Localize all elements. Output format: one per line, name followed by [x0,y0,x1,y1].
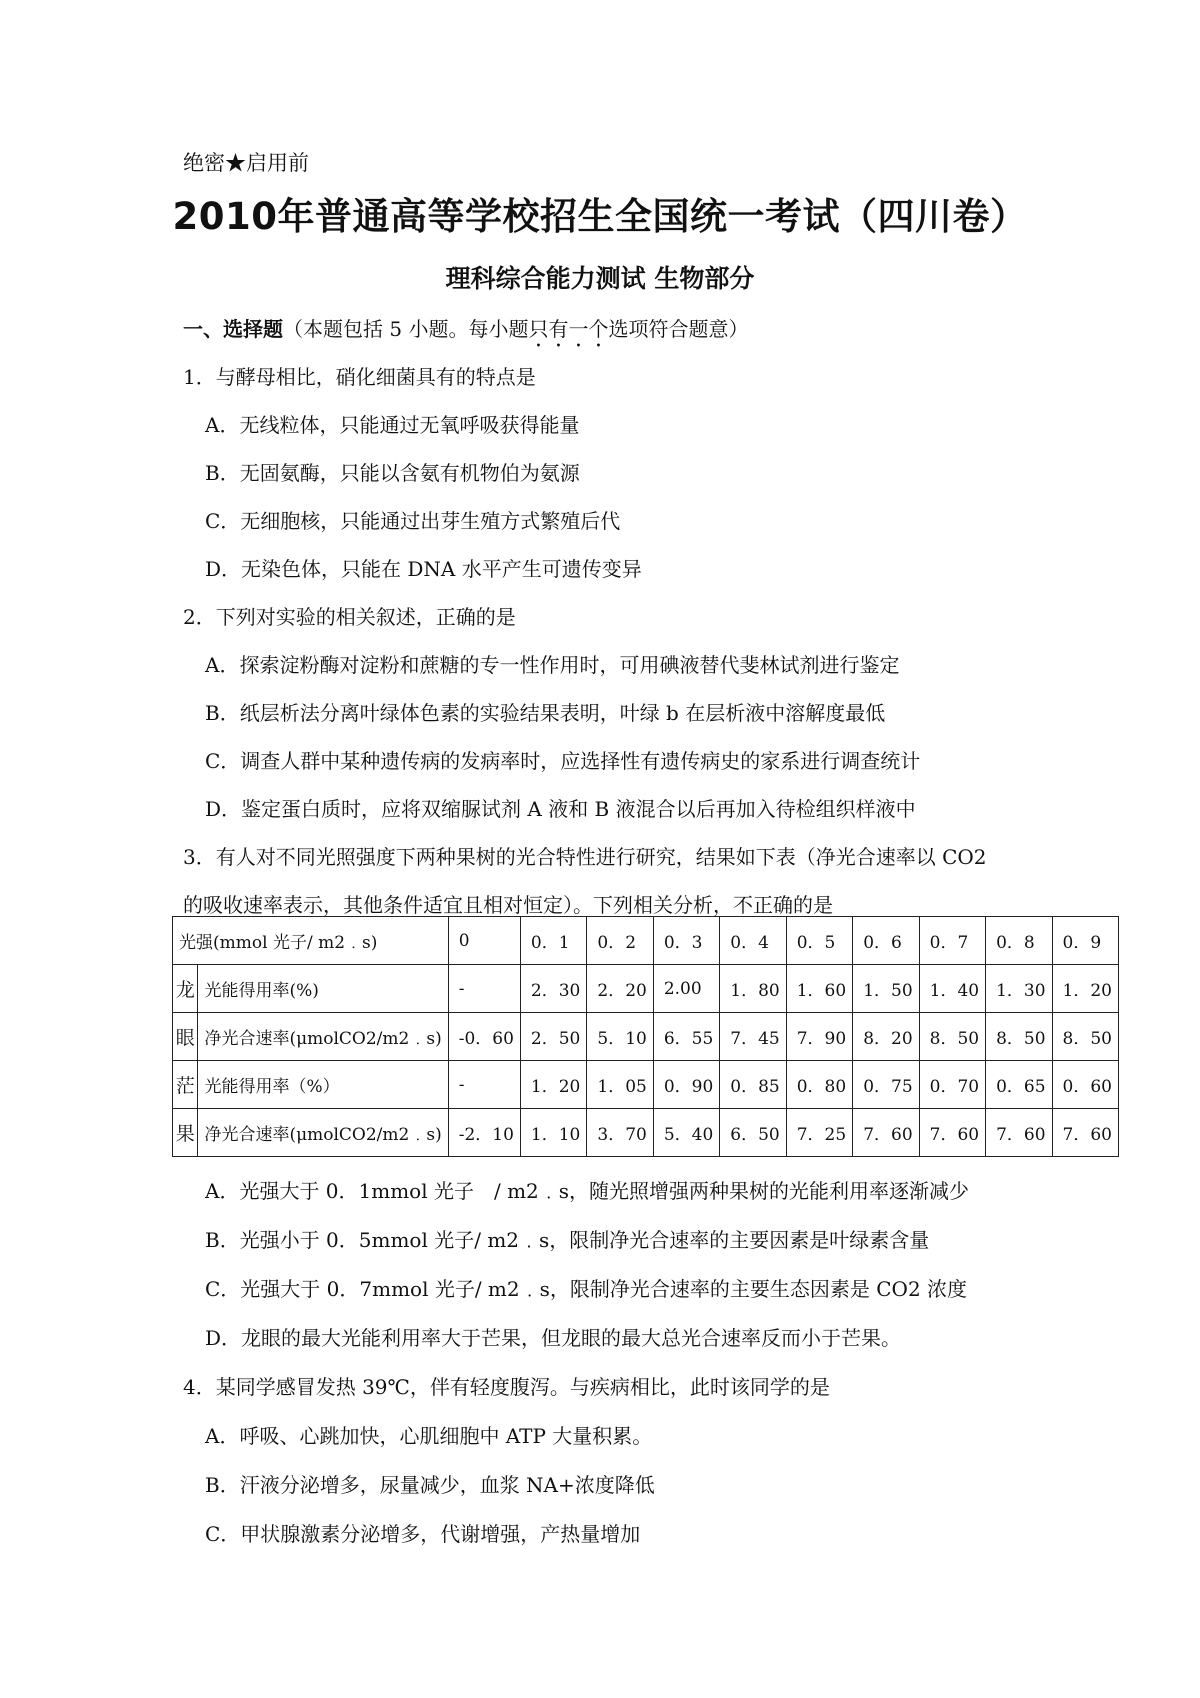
table-cell: 0．75 [853,1061,919,1109]
table-row [173,1061,1119,1109]
table-header-cell: 0．9 [1052,917,1118,965]
question-2-stem: 2．下列对实验的相关叙述，正确的是 [183,605,516,629]
table-header-cell: 0．5 [786,917,852,965]
table-cell: 7．90 [786,1013,852,1061]
table-cell: 8．50 [1052,1013,1118,1061]
section-note-emphasis: 只有一个 [528,317,609,341]
table-cell: 6．55 [653,1013,719,1061]
table-header-cell: 0．8 [986,917,1052,965]
question-3-option-c: C．光强大于 0．7mmol 光子/ m2﹒s，限制净光合速率的主要生态因素是 CO2 浓度 [205,1277,968,1301]
table-cell: 1．50 [853,965,919,1013]
table-cell: 0．85 [720,1061,786,1109]
table-cell: 2．30 [520,965,586,1013]
table-cell: 7．25 [786,1109,852,1157]
light-data-table [172,916,1119,1157]
table-header-cell: 0．4 [720,917,786,965]
question-2-option-b: B．纸层析法分离叶绿体色素的实验结果表明，叶绿 b 在层析液中溶解度最低 [205,701,886,725]
table-header-cell: 0．7 [919,917,985,965]
table-cell: 7．60 [1052,1109,1118,1157]
table-cell: 6．50 [720,1109,786,1157]
table-header-cell: 0．6 [853,917,919,965]
question-1-option-c: C．无细胞核，只能通过出芽生殖方式繁殖后代 [205,509,621,533]
table-row [173,965,1119,1013]
table-cell: 2．20 [587,965,653,1013]
question-2-option-a: A．探索淀粉酶对淀粉和蔗糖的专一性作用时，可用碘液替代斐林试剂进行鉴定 [205,653,900,677]
table-cell: - [448,965,520,1013]
table-cell: 0．80 [786,1061,852,1109]
row-label: 净光合速率(μmolCO2/m2﹒s) [198,1109,448,1157]
table-cell: 1．60 [786,965,852,1013]
table-cell: - [448,1061,520,1109]
question-3-option-d: D．龙眼的最大光能利用率大于芒果，但龙眼的最大总光合速率反而小于芒果。 [205,1326,902,1350]
table-cell: 1．05 [587,1061,653,1109]
table-cell: 0．65 [986,1061,1052,1109]
table-cell: 8．20 [853,1013,919,1061]
table-cell: 1．80 [720,965,786,1013]
table-header-label: 光强(mmol 光子/ m2﹒s) [173,917,449,965]
table-header-row [173,917,1119,965]
question-4-option-c: C．甲状腺激素分泌增多，代谢增强，产热量增加 [205,1522,641,1546]
group-name-bottom: 果 [173,1109,198,1157]
section-note-suffix: 选项符合题意） [608,317,749,341]
table-header-cell: 0．1 [520,917,586,965]
section-heading: 一、选择题 [183,317,283,341]
table-cell: 7．60 [919,1109,985,1157]
row-label: 光能得用率(%) [198,965,448,1013]
question-1-option-b: B．无固氨酶，只能以含氨有机物伯为氨源 [205,461,580,485]
table-cell: 7．60 [853,1109,919,1157]
section-note-prefix: （本题包括 5 小题。每小题 [283,317,529,341]
confidential-label: 绝密★启用前 [183,151,309,175]
table-cell: 7．45 [720,1013,786,1061]
table-cell: 5．40 [653,1109,719,1157]
question-3-option-a: A．光强大于 0．1mmol 光子 / m2﹒s，随光照增强两种果树的光能利用率逐渐减少 [205,1179,970,1203]
question-2-option-c: C．调查人群中某种遗传病的发病率时，应选择性有遗传病史的家系进行调查统计 [205,749,921,773]
table-cell: 5．10 [587,1013,653,1061]
page-subtitle: 理科综合能力测试 生物部分 [445,264,755,293]
group-name-bottom: 眼 [173,1013,198,1061]
table-cell: 8．50 [986,1013,1052,1061]
table-cell: 0．70 [919,1061,985,1109]
table-cell: 1．20 [520,1061,586,1109]
question-2-option-d: D．鉴定蛋白质时，应将双缩脲试剂 A 液和 B 液混合以后再加入待检组织样液中 [205,797,916,821]
question-3-stem-line-1: 3．有人对不同光照强度下两种果树的光合特性进行研究，结果如下表（净光合速率以 CO2 [183,845,987,869]
question-1-stem: 1．与酵母相比，硝化细菌具有的特点是 [183,365,536,389]
table-cell: -2．10 [448,1109,520,1157]
section-heading-line [183,315,748,352]
table-cell: 7．60 [986,1109,1052,1157]
table-header-cell: 0 [448,917,520,965]
table-cell: 0．90 [653,1061,719,1109]
row-label: 光能得用率（%） [198,1061,448,1109]
question-4-stem: 4．某同学感冒发热 39℃，伴有轻度腹泻。与疾病相比，此时该同学的是 [183,1375,830,1399]
table-cell: 2．50 [520,1013,586,1061]
table-cell: -0．60 [448,1013,520,1061]
table-row [173,1013,1119,1061]
table-header-cell: 0．3 [653,917,719,965]
question-3-stem-line-2: 的吸收速率表示，其他条件适宜且相对恒定）。下列相关分析，不正确的是 [183,893,833,917]
table-header-cell: 0．2 [587,917,653,965]
question-1-option-a: A．无线粒体，只能通过无氧呼吸获得能量 [205,413,580,437]
table-cell: 1．20 [1052,965,1118,1013]
row-label: 净光合速率(μmolCO2/m2﹒s) [198,1013,448,1061]
question-4-option-b: B．汗液分泌增多，尿量减少，血浆 NA+浓度降低 [205,1473,655,1497]
table-row [173,1109,1119,1157]
table-cell: 1．10 [520,1109,586,1157]
question-1-option-d: D．无染色体，只能在 DNA 水平产生可遗传变异 [205,557,642,581]
table-cell: 8．50 [919,1013,985,1061]
table-cell: 3．70 [587,1109,653,1157]
question-3-option-b: B．光强小于 0．5mmol 光子/ m2﹒s，限制净光合速率的主要因素是叶绿素含量 [205,1228,930,1252]
table-cell: 0．60 [1052,1061,1118,1109]
table-cell: 2.00 [653,965,719,1013]
table-cell: 1．40 [919,965,985,1013]
group-name-top: 龙 [173,965,198,1013]
question-4-option-a: A．呼吸、心跳加快，心肌细胞中 ATP 大量积累。 [205,1424,653,1448]
table-cell: 1．30 [986,965,1052,1013]
group-name-top: 茫 [173,1061,198,1109]
page-title: 2010年普通高等学校招生全国统一考试（四川卷） [172,195,1028,238]
